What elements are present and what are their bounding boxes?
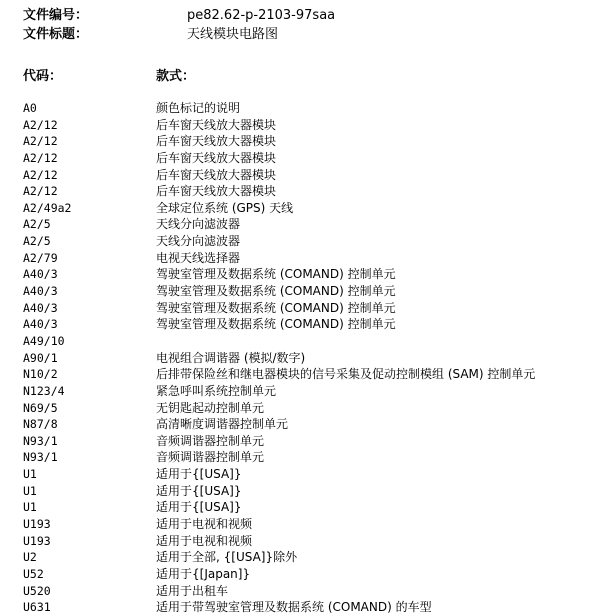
table-row [23, 599, 603, 616]
row-description: 电视组合调谐器 (模拟/数字) [156, 350, 306, 365]
row-description: 后车窗天线放大器模块 [156, 150, 277, 165]
table-row [23, 383, 603, 400]
table-row [23, 416, 603, 433]
row-code: A90/1 [23, 350, 58, 365]
row-description: 适用于出租车 [156, 583, 229, 598]
table-row [23, 466, 603, 483]
row-code: U1 [23, 467, 37, 482]
table-row [23, 216, 603, 233]
table-row [23, 183, 603, 200]
row-description: 驾驶室管理及数据系统 (COMAND) 控制单元 [156, 284, 396, 299]
row-description: 后车窗天线放大器模块 [156, 134, 277, 149]
row-code: A2/5 [23, 217, 51, 232]
table-row [23, 250, 603, 267]
row-description: 适用于电视和视频 [156, 517, 253, 532]
table-row [23, 400, 603, 417]
doc-title-value: 天线模块电路图 [187, 27, 279, 42]
row-description: 音频调谐器控制单元 [156, 450, 265, 465]
row-description: 驾驶室管理及数据系统 (COMAND) 控制单元 [156, 317, 396, 332]
row-code: U1 [23, 483, 37, 498]
row-description: 天线分向滤波器 [156, 234, 241, 249]
code-table [23, 100, 603, 616]
row-code: N123/4 [23, 383, 65, 398]
table-row [23, 100, 603, 117]
table-row [23, 300, 603, 317]
row-code: A2/79 [23, 250, 58, 265]
row-description: 后排带保险丝和继电器模块的信号采集及促动控制模组 (SAM) 控制单元 [156, 367, 536, 382]
row-description: 适用于{[USA]} [156, 483, 242, 498]
row-code: N93/1 [23, 433, 58, 448]
table-row [23, 583, 603, 600]
table-row [23, 350, 603, 367]
table-row [23, 433, 603, 450]
row-code: A2/12 [23, 134, 58, 149]
row-code: A40/3 [23, 284, 58, 299]
row-description: 天线分向滤波器 [156, 217, 241, 232]
table-row [23, 117, 603, 134]
row-description: 后车窗天线放大器模块 [156, 167, 277, 182]
table-row [23, 167, 603, 184]
table-row [23, 333, 603, 350]
table-row [23, 549, 603, 566]
row-code: A2/12 [23, 117, 58, 132]
row-code: U520 [23, 583, 51, 598]
row-description: 全球定位系统 (GPS) 天线 [156, 200, 294, 215]
row-code: U1 [23, 500, 37, 515]
row-description: 音频调谐器控制单元 [156, 433, 265, 448]
table-row [23, 566, 603, 583]
row-description: 驾驶室管理及数据系统 (COMAND) 控制单元 [156, 267, 396, 282]
row-description: 后车窗天线放大器模块 [156, 117, 277, 132]
row-code: A2/12 [23, 167, 58, 182]
table-row [23, 316, 603, 333]
desc-column-header: 款式： [156, 69, 196, 84]
row-code: U193 [23, 517, 51, 532]
row-description: 高清晰度调谐器控制单元 [156, 417, 289, 432]
table-row [23, 150, 603, 167]
row-code: N93/1 [23, 450, 58, 465]
row-code: U631 [23, 600, 51, 615]
row-description: 紧急呼叫系统控制单元 [156, 383, 277, 398]
table-row [23, 266, 603, 283]
row-description: 适用于电视和视频 [156, 533, 253, 548]
table-row [23, 283, 603, 300]
table-row [23, 200, 603, 217]
code-column-header: 代码： [23, 69, 63, 84]
row-code: N87/8 [23, 417, 58, 432]
row-description: 适用于{[USA]} [156, 467, 242, 482]
row-code: A40/3 [23, 317, 58, 332]
row-description: 驾驶室管理及数据系统 (COMAND) 控制单元 [156, 300, 396, 315]
row-code: A49/10 [23, 333, 65, 348]
row-code: U193 [23, 533, 51, 548]
table-row [23, 483, 603, 500]
row-code: A2/49a2 [23, 200, 72, 215]
row-code: N10/2 [23, 367, 58, 382]
table-row [23, 533, 603, 550]
doc-number-label: 文件编号： [23, 8, 89, 23]
table-row [23, 366, 603, 383]
row-description: 适用于带驾驶室管理及数据系统 (COMAND) 的车型 [156, 600, 432, 615]
row-description: 后车窗天线放大器模块 [156, 184, 277, 199]
row-description: 颜色标记的说明 [156, 101, 241, 115]
row-code: N69/5 [23, 400, 58, 415]
row-code: A40/3 [23, 300, 58, 315]
table-row [23, 233, 603, 250]
row-code: A2/12 [23, 150, 58, 165]
table-row [23, 449, 603, 466]
table-row [23, 499, 603, 516]
row-description: 电视天线选择器 [156, 250, 241, 265]
row-code: A2/5 [23, 234, 51, 249]
row-description: 适用于{[Japan]} [156, 566, 251, 581]
row-code: A40/3 [23, 267, 58, 282]
row-description: 适用于{[USA]} [156, 500, 242, 515]
row-description: 无钥匙起动控制单元 [156, 400, 265, 415]
doc-title-label: 文件标题： [23, 27, 89, 42]
doc-number-value: pe82.62-p-2103-97saa [187, 8, 336, 23]
row-description: 适用于全部, {[USA]}除外 [156, 550, 298, 565]
table-row [23, 516, 603, 533]
row-code: A2/12 [23, 184, 58, 199]
row-code: A0 [23, 101, 37, 115]
table-row [23, 133, 603, 150]
row-code: U2 [23, 550, 37, 565]
row-code: U52 [23, 566, 44, 581]
